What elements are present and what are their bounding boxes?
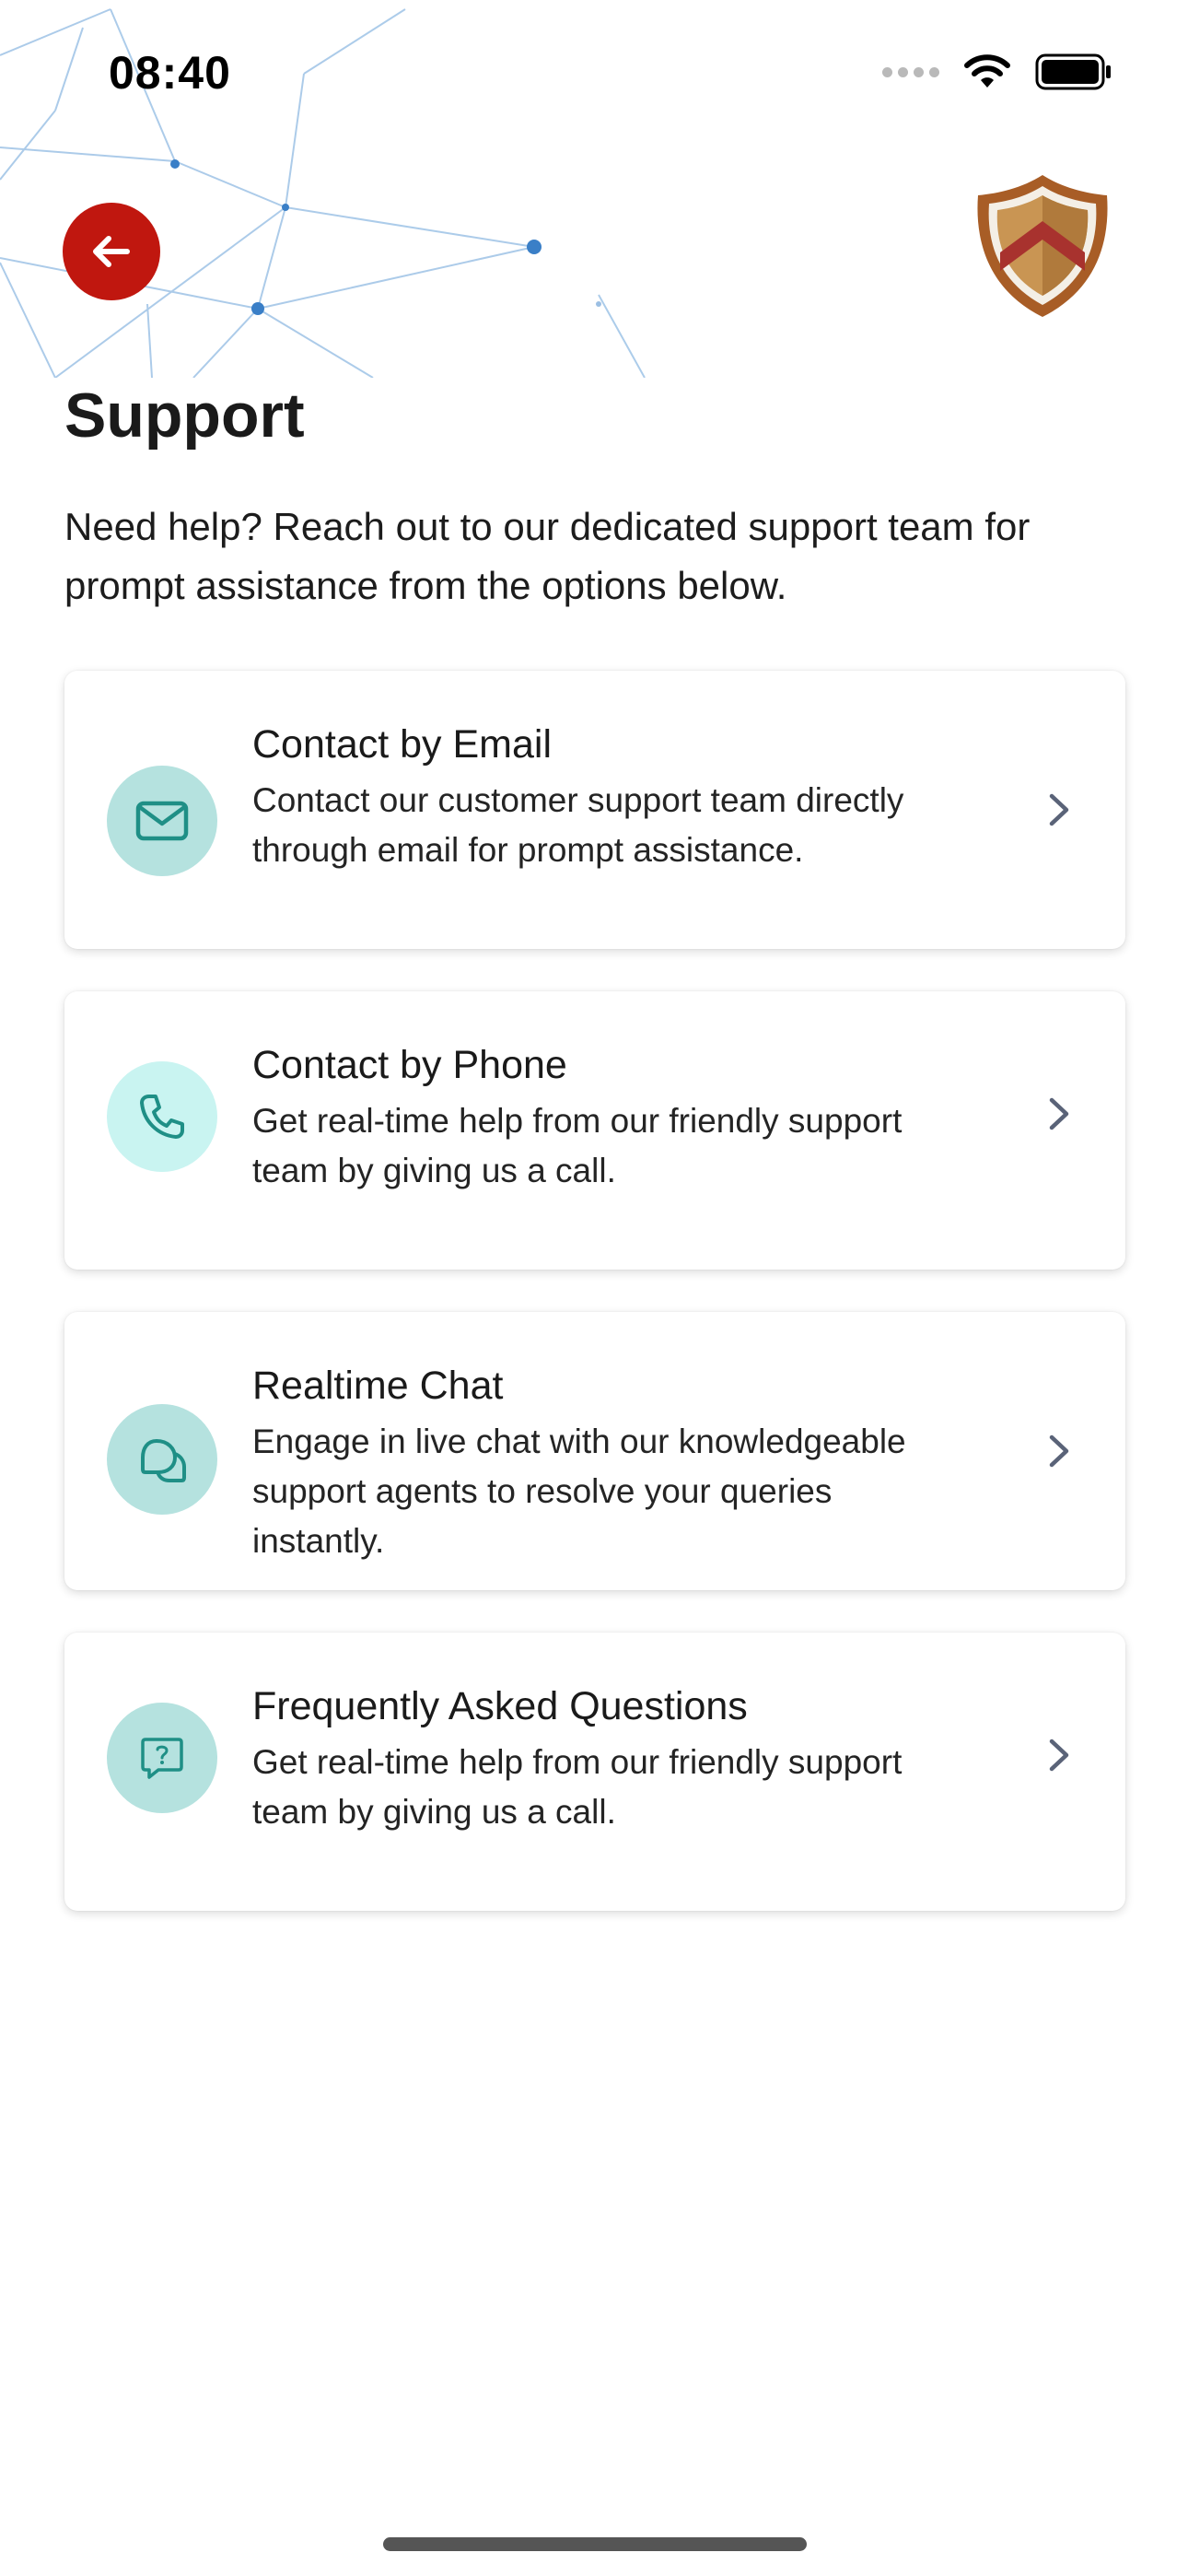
- option-title: Frequently Asked Questions: [252, 1684, 748, 1728]
- battery-icon: [1035, 53, 1112, 90]
- status-bar: [0, 0, 1188, 147]
- chat-bubbles-icon: [107, 1404, 217, 1515]
- cellular-signal-icon: [882, 67, 939, 77]
- question-bubble-icon: [107, 1703, 217, 1813]
- page-intro: Need help? Reach out to our dedicated support team for prompt assistance from the options below.: [64, 505, 1031, 607]
- option-description: Engage in live chat with our knowledgeable support agents to resolve your queries instantly.: [252, 1423, 906, 1560]
- option-description: Contact our customer support team directly through email for prompt assistance.: [252, 781, 904, 869]
- option-title: Realtime Chat: [252, 1364, 504, 1408]
- option-description: Get real-time help from our friendly support team by giving us a call.: [252, 1743, 903, 1831]
- realtime-chat-text: [252, 1360, 971, 1566]
- realtime-chat-card[interactable]: [64, 1312, 1125, 1590]
- shield-logo-icon: [973, 171, 1112, 321]
- faq-card[interactable]: [64, 1633, 1125, 1911]
- option-title: Contact by Phone: [252, 1043, 567, 1087]
- arrow-left-icon: [90, 233, 133, 270]
- wifi-icon: [963, 54, 1011, 89]
- mail-icon: [107, 766, 217, 876]
- back-button[interactable]: [63, 203, 160, 300]
- option-title: Contact by Email: [252, 722, 553, 767]
- contact-phone-text: [252, 1039, 971, 1196]
- chevron-right-icon: [1041, 791, 1077, 828]
- contact-phone-card[interactable]: [64, 991, 1125, 1270]
- option-description: Get real-time help from our friendly support team by giving us a call.: [252, 1102, 903, 1189]
- status-indicators: [882, 53, 1112, 90]
- contact-email-card[interactable]: [64, 671, 1125, 949]
- home-indicator[interactable]: [383, 2537, 807, 2551]
- chevron-right-icon: [1041, 1095, 1077, 1132]
- chevron-right-icon: [1041, 1737, 1077, 1774]
- faq-text: [252, 1680, 971, 1837]
- contact-email-text: [252, 719, 971, 875]
- chevron-right-icon: [1041, 1433, 1077, 1469]
- status-time: 08:40: [109, 47, 231, 99]
- page-title: Support: [64, 381, 305, 451]
- phone-icon: [107, 1061, 217, 1172]
